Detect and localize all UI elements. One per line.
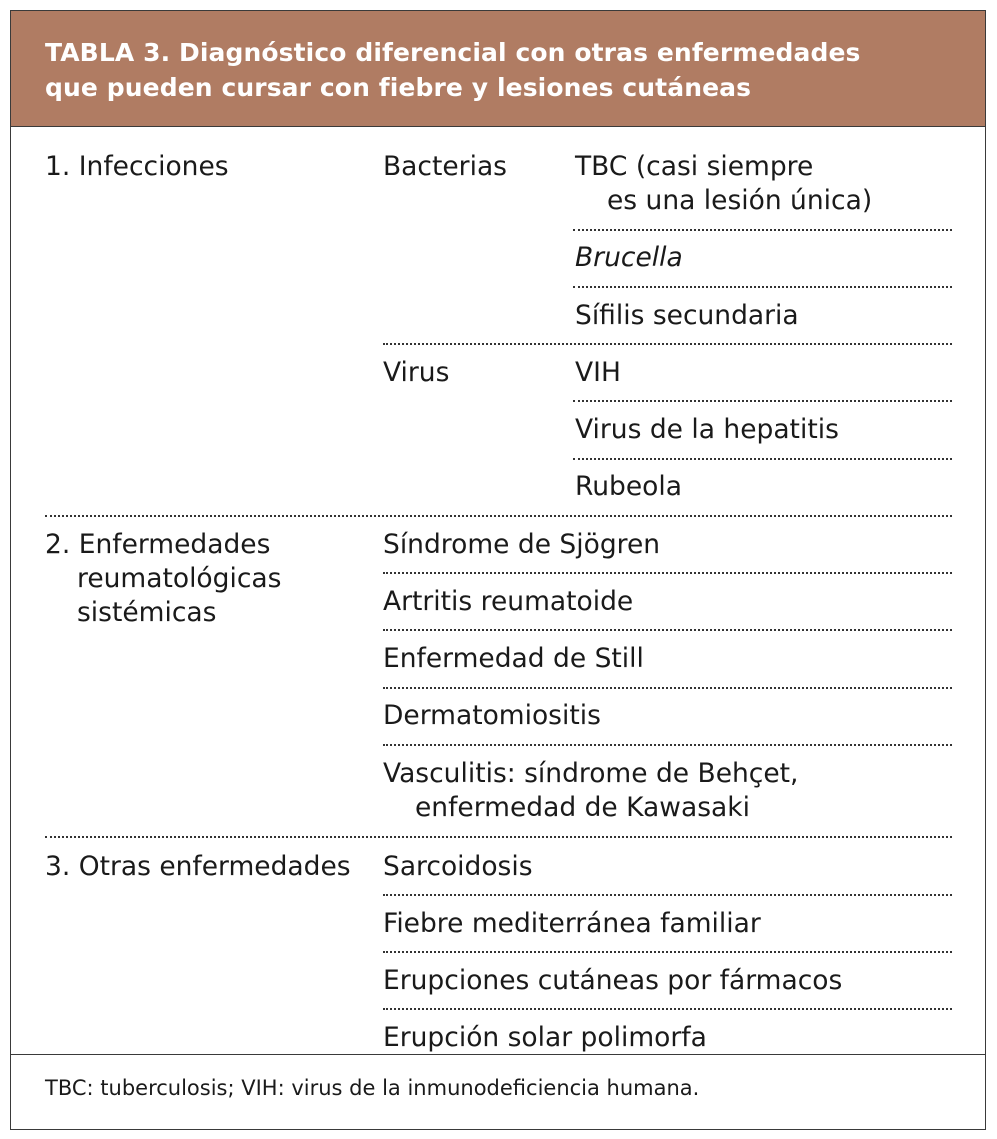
row-divider bbox=[383, 894, 952, 896]
row-divider bbox=[383, 629, 952, 631]
section-label-infecciones: 1. Infecciones bbox=[45, 151, 229, 182]
group-label-virus: Virus bbox=[383, 357, 450, 388]
row-divider bbox=[383, 1008, 952, 1010]
table-footnote: TBC: tuberculosis; VIH: virus de la inmunodeficiencia humana. bbox=[45, 1076, 700, 1100]
row-divider bbox=[573, 458, 952, 460]
table-title-line-1: TABLA 3. Diagnóstico diferencial con otras enfermedades bbox=[45, 38, 861, 67]
group-label-bacterias: Bacterias bbox=[383, 151, 507, 182]
item-vasculitis-line-2: enfermedad de Kawasaki bbox=[415, 792, 750, 823]
item-dermatomiositis: Dermatomiositis bbox=[383, 700, 601, 731]
item-rubeola: Rubeola bbox=[575, 471, 682, 502]
table-title-line-2: que pueden cursar con fiebre y lesiones cutáneas bbox=[45, 73, 752, 102]
row-divider bbox=[383, 951, 952, 953]
item-tbc-line-1: TBC (casi siempre bbox=[575, 151, 814, 182]
row-divider bbox=[573, 286, 952, 288]
item-hepatitis: Virus de la hepatitis bbox=[575, 414, 839, 445]
item-vih: VIH bbox=[575, 357, 621, 388]
row-divider bbox=[383, 744, 952, 746]
section-divider bbox=[45, 515, 952, 517]
group-divider bbox=[383, 343, 952, 345]
item-tbc-line-2: es una lesión única) bbox=[607, 185, 873, 216]
footnote-rule bbox=[11, 1054, 985, 1055]
differential-diagnosis-table bbox=[10, 10, 986, 1130]
item-sifilis: Sífilis secundaria bbox=[575, 300, 799, 331]
item-erupcion-solar: Erupción solar polimorfa bbox=[383, 1022, 707, 1053]
section-label-reumatologicas-line-1: 2. Enfermedades bbox=[45, 529, 271, 560]
row-divider bbox=[383, 687, 952, 689]
item-brucella: Brucella bbox=[575, 242, 683, 273]
row-divider bbox=[573, 400, 952, 402]
item-sarcoidosis: Sarcoidosis bbox=[383, 851, 533, 882]
item-still: Enfermedad de Still bbox=[383, 643, 644, 674]
section-label-otras: 3. Otras enfermedades bbox=[45, 851, 351, 882]
row-divider bbox=[573, 229, 952, 231]
item-artritis: Artritis reumatoide bbox=[383, 586, 634, 617]
table-title-bar bbox=[11, 11, 985, 127]
item-erupciones-farmacos: Erupciones cutáneas por fármacos bbox=[383, 965, 843, 996]
section-divider bbox=[45, 836, 952, 838]
item-vasculitis-line-1: Vasculitis: síndrome de Behçet, bbox=[383, 758, 799, 789]
section-label-reumatologicas-line-3: sistémicas bbox=[77, 597, 217, 628]
section-label-reumatologicas-line-2: reumatológicas bbox=[77, 563, 282, 594]
row-divider bbox=[383, 572, 952, 574]
item-sjogren: Síndrome de Sjögren bbox=[383, 529, 661, 560]
item-fiebre-mediterranea: Fiebre mediterránea familiar bbox=[383, 908, 761, 939]
